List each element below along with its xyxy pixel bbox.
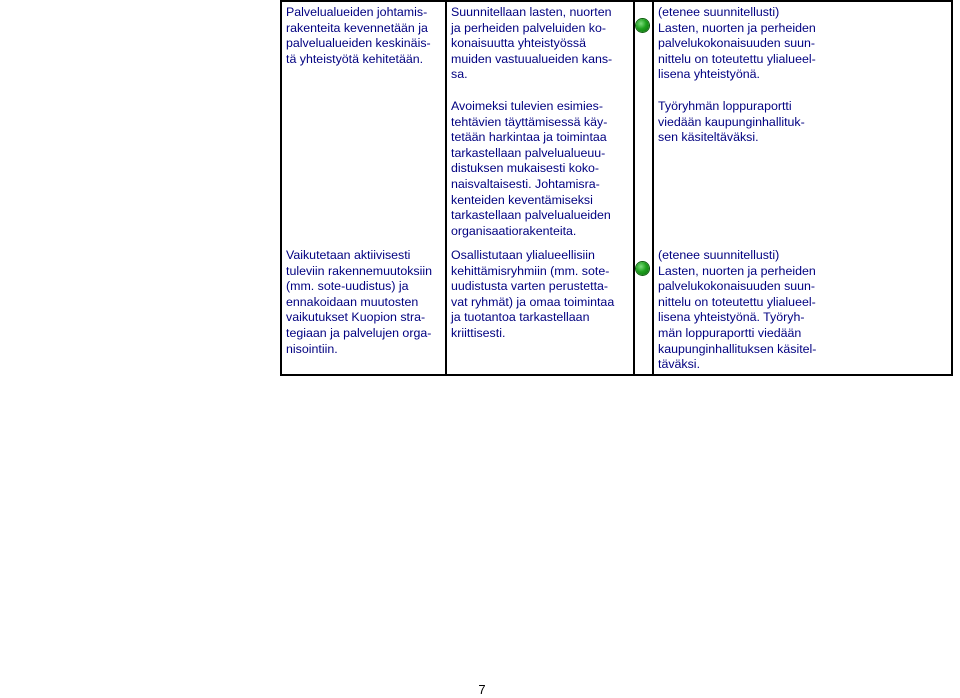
row1-status-cell: (etenee suunnitellusti) Lasten, nuorten ja perheiden palvelukokonaisuuden suun- nittelu on toteutettu ylialueel- lisena yhteistyönä. xyxy=(658,5,816,82)
column-divider-1 xyxy=(445,0,447,376)
table-top-border xyxy=(280,0,953,2)
column-divider-2 xyxy=(633,0,635,376)
table-left-border xyxy=(280,0,282,376)
row1-action-cell: Suunnitellaan lasten, nuorten ja perheiden palveluiden ko- konaisuutta yhteistyössä muiden vastuualueiden kans- sa. xyxy=(451,5,613,82)
status-green-indicator-icon xyxy=(636,262,649,275)
column-divider-3 xyxy=(652,0,654,376)
page-number: 7 xyxy=(478,682,486,697)
row3-goal-cell: Vaikutetaan aktiivisesti tuleviin rakennemuutoksiin (mm. sote-uudistus) ja ennakoidaan muutosten vaikutukset Kuopion stra- tegiaan ja palvelujen orga- nisointiin. xyxy=(286,248,433,356)
status-green-indicator-icon xyxy=(636,19,649,32)
row3-action-cell: Osallistutaan ylialueellisiin kehittämisryhmiin (mm. sote- uudistusta varten perustetta- vat ryhmät) ja omaa toimintaa ja tuotantoa tarkastellaan kriittisesti. xyxy=(451,248,615,340)
row2-status-cell: Työryhmän loppuraportti viedään kaupunginhallituk- sen käsiteltäväksi. xyxy=(658,99,805,145)
row3-status-cell: (etenee suunnitellusti) Lasten, nuorten ja perheiden palvelukokonaisuuden suun- nittelu on toteutettu ylialueel- lisena yhteistyönä. Työryh- män loppuraportti viedään kaupunginhallituksen käsitel- täväksi. xyxy=(658,248,817,372)
row1-goal-cell: Palvelualueiden johtamis- rakenteita kevennetään ja palvelualueiden keskinäis- tä yhteistyötä kehitetään. xyxy=(286,5,431,66)
table-right-border xyxy=(951,0,953,376)
row2-action-cell: Avoimeksi tulevien esimies- tehtävien täyttämisessä käy- tetään harkintaa ja toimintaa tarkastellaan palvelualueuu- distuksen mukaisesti koko- naisvaltaisesti. Johtamisra- kenteiden keventämiseksi tarkastellaan palvelualueiden organisaatiorakenteita. xyxy=(451,99,611,238)
table-bottom-border xyxy=(280,374,953,376)
